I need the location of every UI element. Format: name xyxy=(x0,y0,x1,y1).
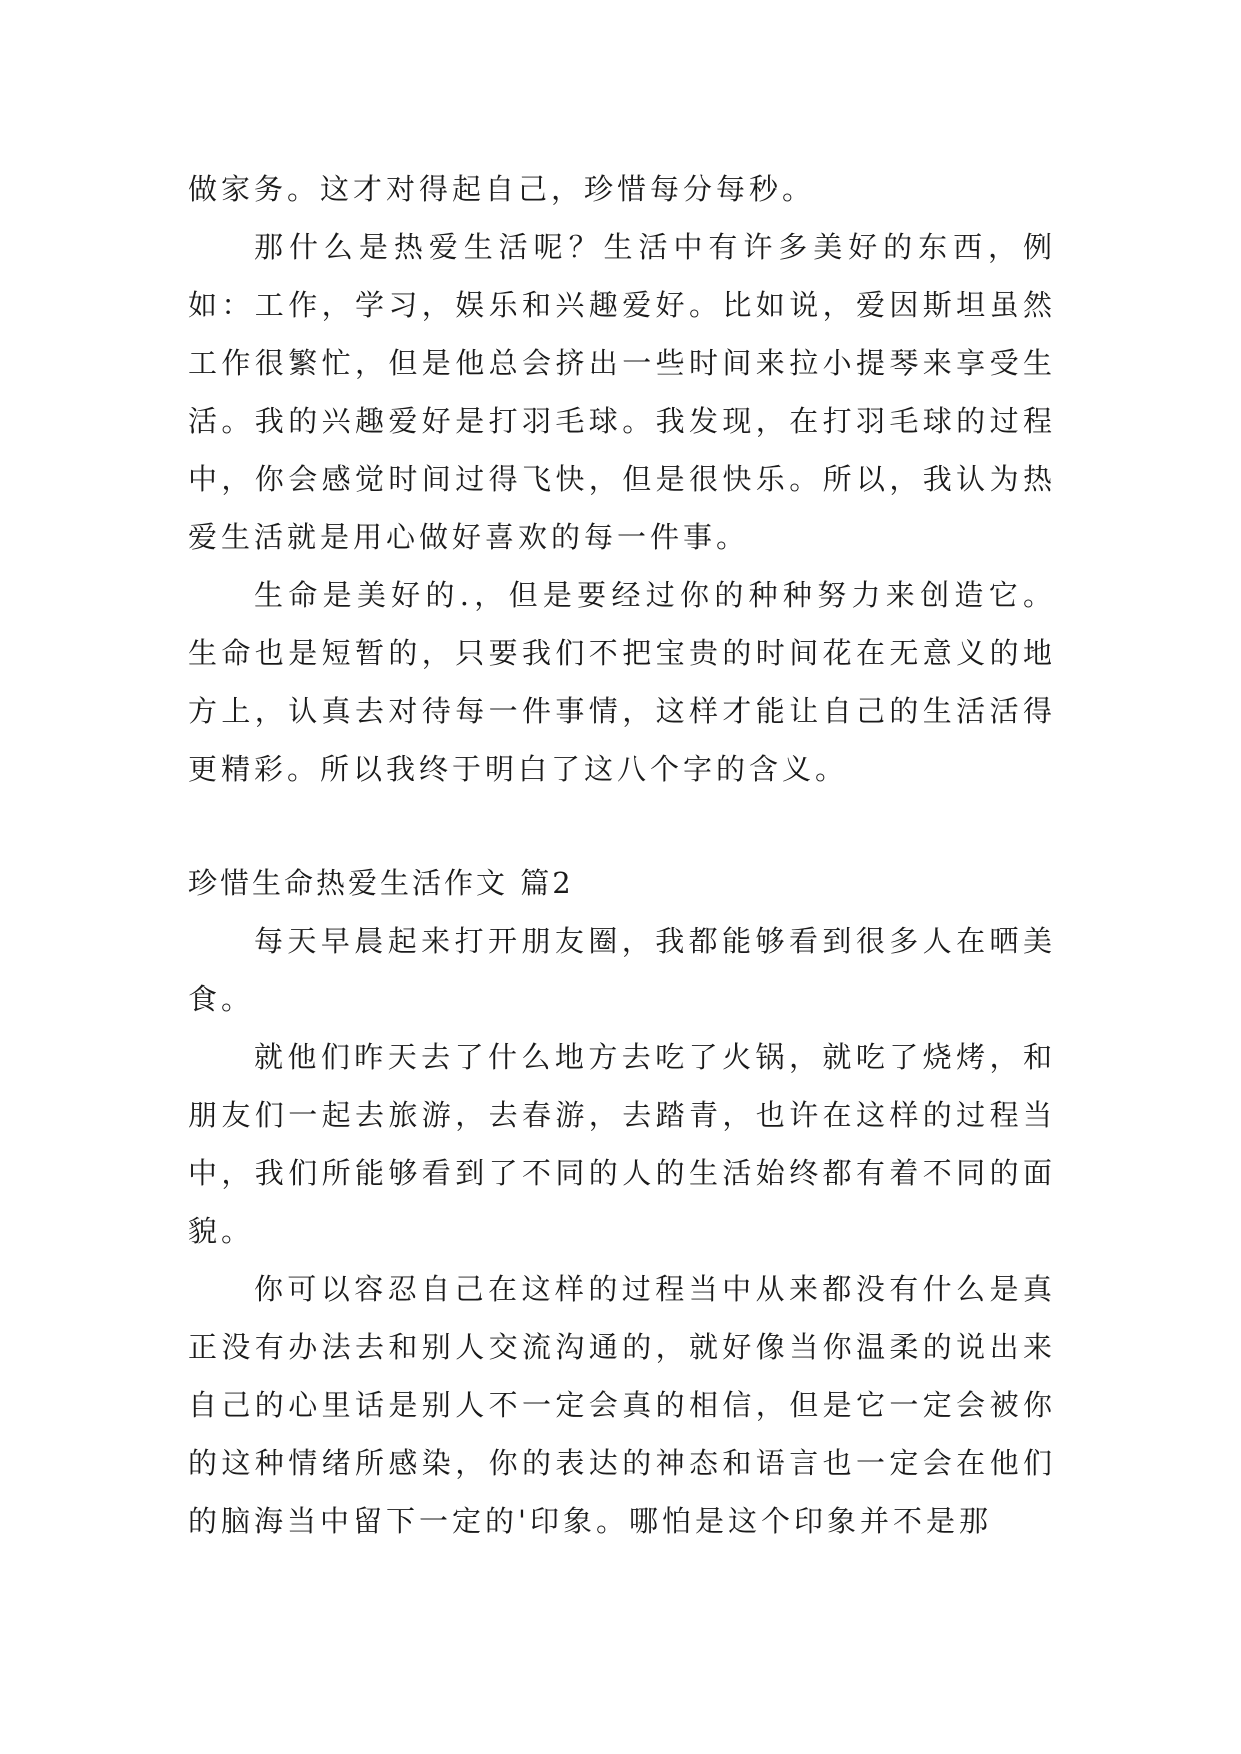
essay-body xyxy=(188,160,1056,1550)
paragraph-love-life: 那什么是热爱生活呢？生活中有许多美好的东西，例如：工作，学习，娱乐和兴趣爱好。比如说，爱因斯坦虽然工作很繁忙，但是他总会挤出一些时间来拉小提琴来享受生活。我的兴趣爱好是打羽毛球。我发现，在打羽毛球的过程中，你会感觉时间过得飞快，但是很快乐。所以，我认为热爱生活就是用心做好喜欢的每一件事。 xyxy=(188,230,1056,554)
paragraph-continuation: 做家务。这才对得起自己，珍惜每分每秒。 xyxy=(188,172,816,206)
paragraph-tolerance: 你可以容忍自己在这样的过程当中从来都没有什么是真正没有办法去和别人交流沟通的，就好像当你温柔的说出来自己的心里话是别人不一定会真的相信，但是它一定会被你的这种情绪所感染，你的表达的神态和语言也一定会在他们的脑海当中留下一定的'印象。哪怕是这个印象并不是那 xyxy=(188,1272,1056,1538)
section-title: 珍惜生命热爱生活作文 篇2 xyxy=(188,866,574,900)
paragraph-hotpot: 就他们昨天去了什么地方去吃了火锅，就吃了烧烤，和朋友们一起去旅游，去春游，去踏青，也许在这样的过程当中，我们所能够看到了不同的人的生活始终都有着不同的面貌。 xyxy=(188,1040,1056,1248)
paragraph-life-beautiful: 生命是美好的.，但是要经过你的种种努力来创造它。生命也是短暂的，只要我们不把宝贵的时间花在无意义的地方上，认真去对待每一件事情，这样才能让自己的生活活得更精彩。所以我终于明白了这八个字的含义。 xyxy=(188,578,1056,786)
paragraph-moments: 每天早晨起来打开朋友圈，我都能够看到很多人在晒美食。 xyxy=(188,924,1056,1016)
